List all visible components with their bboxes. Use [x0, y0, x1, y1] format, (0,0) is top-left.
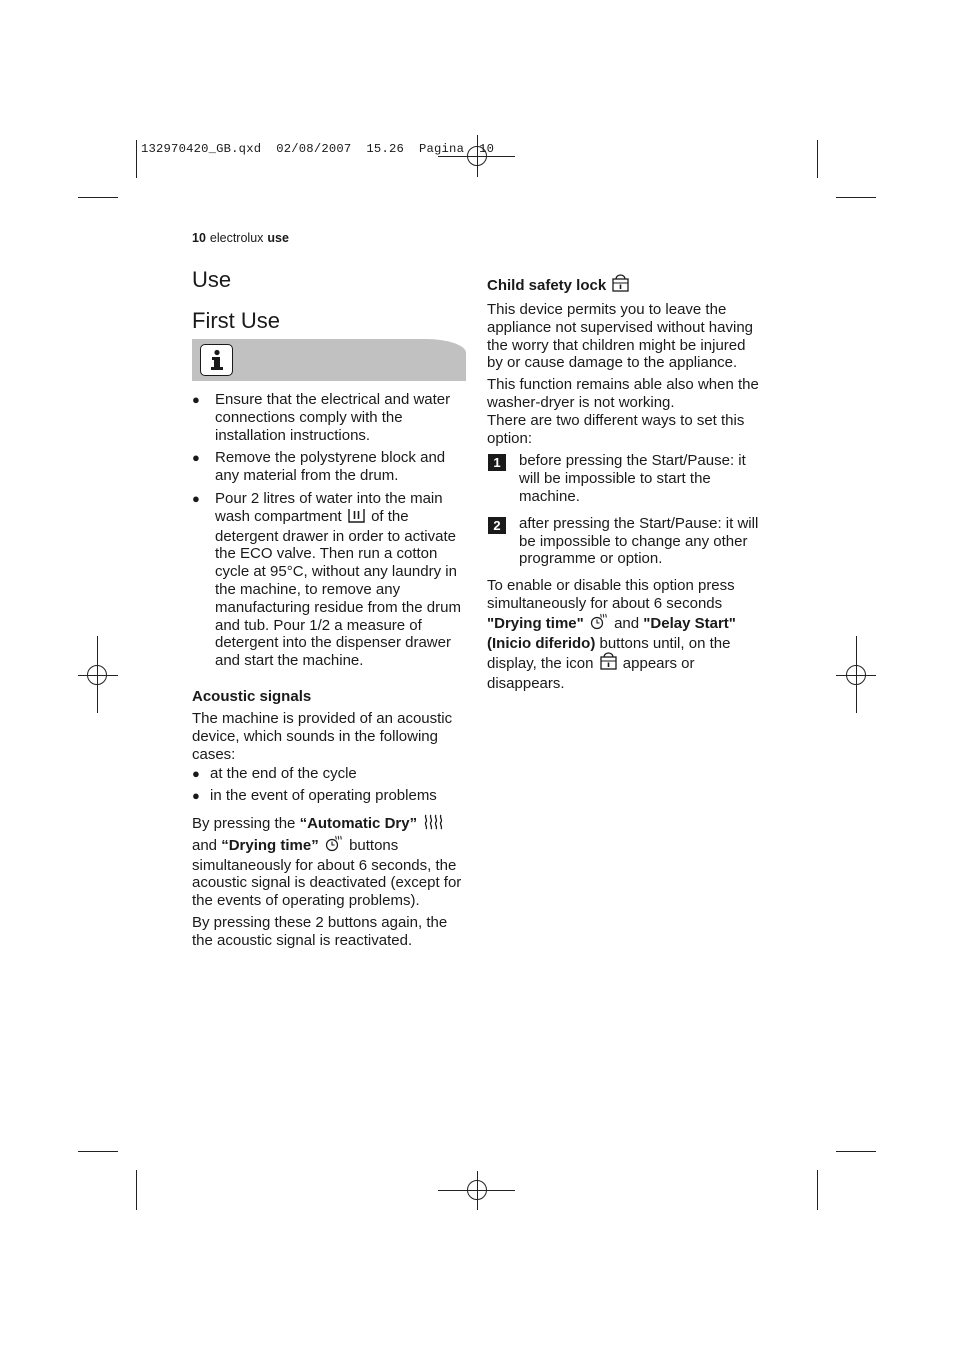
crop-mark [136, 1170, 137, 1210]
child-lock-icon [612, 274, 629, 297]
crop-mark [836, 197, 876, 198]
paragraph-text: By pressing the [192, 814, 296, 832]
page-number: 10 [192, 231, 206, 245]
registration-circle [846, 665, 866, 685]
child-lock-paragraph: This function remains able also when the washer-dryer is not working. [487, 376, 759, 411]
child-lock-icon [600, 652, 617, 675]
paragraph-text: and [614, 614, 640, 632]
right-column [487, 274, 762, 693]
paragraph-text: appears or disappears. [487, 655, 695, 693]
drying-time-icon [325, 835, 343, 857]
enable-disable-paragraph [487, 577, 762, 693]
acoustic-reactivate-paragraph: By pressing these 2 buttons again, the the acoustic signal is reactivated. [192, 913, 448, 949]
crop-mark [78, 1151, 118, 1152]
step-number-badge: 1 [488, 454, 506, 471]
running-head [192, 231, 289, 245]
registration-circle [87, 665, 107, 685]
list-item-text: Pour 2 litres of water into the main wash compartment [215, 489, 443, 525]
paragraph-text: buttons until, on the display, the icon [487, 634, 731, 673]
first-use-list [192, 391, 467, 670]
child-lock-paragraph: There are two different ways to set this option: [487, 411, 745, 447]
option-text: before pressing the Start/Pause: it will be impossible to start the machine. [519, 452, 746, 505]
wash-compartment-icon [348, 508, 365, 528]
child-safety-lock-heading [487, 274, 762, 297]
brand-name: electrolux [209, 231, 264, 245]
left-column [192, 266, 467, 950]
info-icon [200, 344, 233, 376]
print-slug: 132970420_GB.qxd 02/08/2007 15.26 Pagina 10 [141, 142, 495, 156]
info-banner [192, 339, 466, 381]
list-item-text: of the detergent drawer in order to activate the ECO valve. Then run a cotton cycle at 95°C, without any laundry in the machine, to remove any manufacturing residue from the drum and tub. Pour 1/2 a measure of detergent into the dispenser drawer and start the machine. [215, 507, 461, 670]
crop-mark [78, 197, 118, 198]
list-item: ● in the event of operating problems [192, 787, 467, 805]
crop-mark [136, 140, 137, 178]
acoustic-cases-list [192, 765, 467, 805]
drying-time-label: "Drying time" [487, 614, 584, 632]
drying-time-label: “Drying time” [221, 836, 319, 854]
option-item [487, 515, 762, 568]
step-number-badge: 2 [488, 517, 506, 534]
heading-text: Child safety lock [487, 277, 607, 294]
crop-mark [817, 1170, 818, 1210]
page-title: Use [192, 267, 232, 292]
crop-mark [817, 140, 818, 178]
acoustic-intro: The machine is provided of an acoustic device, which sounds in the following cases: [192, 709, 453, 763]
automatic-dry-label: “Automatic Dry” [299, 814, 418, 832]
option-item [487, 452, 762, 505]
option-text: after pressing the Start/Pause: it will be impossible to change any other programme or option. [519, 514, 759, 568]
acoustic-signals-heading: Acoustic signals [192, 687, 312, 705]
section-title: First Use [192, 308, 280, 333]
acoustic-deactivate-paragraph [192, 814, 467, 910]
list-item: ● Remove the polystyrene block and any material from the drum. [192, 449, 467, 485]
paragraph-text: and [192, 836, 218, 854]
list-item: ● Ensure that the electrical and water connections comply with the installation instructions. [192, 391, 467, 444]
registration-circle [467, 1180, 487, 1200]
child-lock-paragraph: This device permits you to leave the appliance not supervised without having the worry that children might be injured by or cause damage to the appliance. [487, 301, 754, 372]
drying-time-icon [590, 613, 608, 635]
list-item: ● at the end of the cycle [192, 765, 467, 783]
paragraph-text: buttons simultaneously for about 6 seconds, the acoustic signal is deactivated (except for the events of operating problems). [192, 836, 462, 910]
delay-start-label: "Delay Start" (Inicio diferido) [487, 614, 736, 652]
list-item [192, 490, 467, 670]
paragraph-text: To enable or disable this option press simultaneously for about 6 seconds [487, 577, 735, 612]
crop-mark [836, 1151, 876, 1152]
automatic-dry-icon [423, 814, 443, 835]
section-name: use [267, 231, 289, 245]
